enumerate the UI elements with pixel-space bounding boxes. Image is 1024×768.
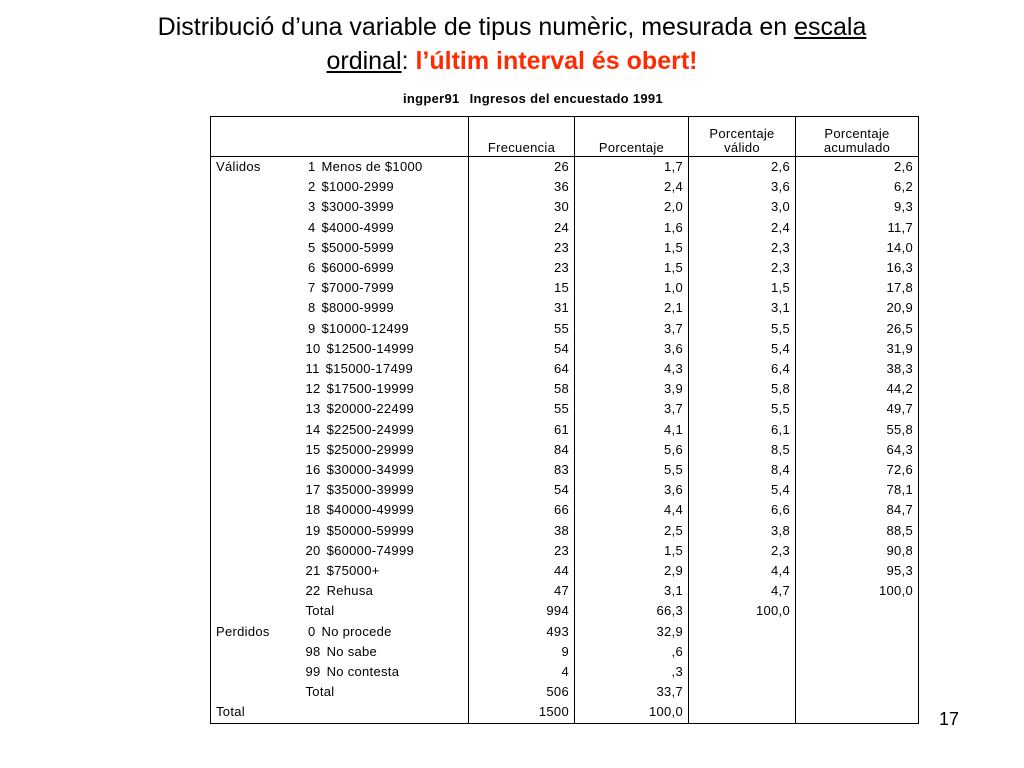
category-label: $40000-49999 — [326, 502, 415, 518]
category-code: 16 — [305, 462, 321, 478]
row-category — [301, 702, 469, 723]
variable-label: Ingresos del encuestado 1991 — [469, 91, 663, 106]
cell-percent: 3,9 — [575, 379, 689, 399]
row-group — [211, 339, 301, 359]
cell-valid-percent: 2,4 — [689, 218, 796, 238]
table-body — [211, 157, 919, 724]
category-label: $35000-39999 — [326, 482, 415, 498]
cell-valid-percent: 5,5 — [689, 319, 796, 339]
row-group — [211, 601, 301, 621]
category-label: $15000-17499 — [325, 361, 414, 377]
cell-cumulative-percent: 95,3 — [796, 561, 919, 581]
cell-frequency: 1500 — [469, 702, 575, 723]
cell-percent: 3,6 — [575, 480, 689, 500]
category-label: $5000-5999 — [321, 239, 394, 255]
category-label: $3000-3999 — [321, 199, 394, 215]
cell-percent: 1,5 — [575, 258, 689, 278]
cell-frequency: 55 — [469, 399, 575, 419]
cell-cumulative-percent: 100,0 — [796, 581, 919, 601]
row-group — [211, 359, 301, 379]
cell-cumulative-percent: 72,6 — [796, 460, 919, 480]
cell-cumulative-percent: 20,9 — [796, 298, 919, 318]
cell-frequency: 36 — [469, 177, 575, 197]
category-label: No sabe — [326, 643, 378, 659]
cell-frequency: 493 — [469, 622, 575, 642]
table-row — [211, 662, 919, 682]
title-emphasis: l’últim interval és obert! — [415, 47, 698, 75]
slide-number: 17 — [939, 709, 960, 729]
cell-percent: 1,7 — [575, 157, 689, 178]
table-row — [211, 601, 919, 621]
row-group — [211, 379, 301, 399]
table-row — [211, 197, 919, 217]
cell-valid-percent: 3,6 — [689, 177, 796, 197]
cell-cumulative-percent: 64,3 — [796, 440, 919, 460]
header-blank — [211, 117, 469, 157]
table-row — [211, 399, 919, 419]
category-code: 15 — [305, 441, 321, 457]
cell-frequency: 506 — [469, 682, 575, 702]
category-code: 6 — [307, 260, 316, 276]
row-category — [301, 480, 469, 500]
table-row — [211, 480, 919, 500]
cell-cumulative-percent — [796, 702, 919, 723]
cell-valid-percent — [689, 642, 796, 662]
row-category — [301, 460, 469, 480]
table-row — [211, 702, 919, 723]
table-caption — [403, 91, 663, 106]
row-group: Perdidos — [216, 623, 270, 639]
cell-valid-percent: 2,6 — [689, 157, 796, 178]
variable-name: ingper91 — [403, 91, 460, 106]
cell-percent: 66,3 — [575, 601, 689, 621]
row-category — [301, 500, 469, 520]
row-category — [301, 581, 469, 601]
cell-percent: 4,4 — [575, 500, 689, 520]
category-code: 17 — [305, 482, 321, 498]
cell-frequency: 23 — [469, 541, 575, 561]
cell-cumulative-percent: 90,8 — [796, 541, 919, 561]
cell-valid-percent: 5,8 — [689, 379, 796, 399]
table-row — [211, 359, 919, 379]
row-category — [301, 157, 469, 178]
row-group — [211, 662, 301, 682]
category-code: 5 — [307, 239, 316, 255]
cell-cumulative-percent — [796, 642, 919, 662]
row-group — [211, 298, 301, 318]
cell-frequency: 24 — [469, 218, 575, 238]
cell-percent: 4,3 — [575, 359, 689, 379]
cell-valid-percent: 5,4 — [689, 480, 796, 500]
category-label: Total — [305, 603, 335, 619]
cell-percent: 1,0 — [575, 278, 689, 298]
cell-valid-percent: 4,4 — [689, 561, 796, 581]
table-row — [211, 278, 919, 298]
table-row — [211, 521, 919, 541]
cell-valid-percent: 8,4 — [689, 460, 796, 480]
table-row — [211, 218, 919, 238]
cell-percent: 33,7 — [575, 682, 689, 702]
cell-percent: 3,7 — [575, 399, 689, 419]
cell-valid-percent: 8,5 — [689, 440, 796, 460]
row-group — [211, 561, 301, 581]
cell-frequency: 4 — [469, 662, 575, 682]
row-category — [301, 258, 469, 278]
frequency-table — [210, 116, 919, 724]
category-label: $10000-12499 — [321, 320, 409, 336]
category-code: 0 — [307, 623, 316, 639]
cell-valid-percent: 6,1 — [689, 420, 796, 440]
cell-valid-percent: 6,6 — [689, 500, 796, 520]
row-category — [301, 359, 469, 379]
cell-cumulative-percent: 84,7 — [796, 500, 919, 520]
cell-cumulative-percent: 26,5 — [796, 319, 919, 339]
cell-frequency: 47 — [469, 581, 575, 601]
cell-cumulative-percent: 17,8 — [796, 278, 919, 298]
category-code: 22 — [305, 583, 321, 599]
row-category — [301, 278, 469, 298]
category-label: $17500-19999 — [326, 381, 415, 397]
cell-frequency: 84 — [469, 440, 575, 460]
title-underlined-word-2: ordinal — [326, 47, 402, 75]
category-code: 18 — [305, 502, 321, 518]
row-group — [211, 500, 301, 520]
row-group — [211, 420, 301, 440]
row-category — [301, 197, 469, 217]
table-row — [211, 238, 919, 258]
cell-cumulative-percent: 88,5 — [796, 521, 919, 541]
cell-valid-percent: 100,0 — [689, 601, 796, 621]
category-label: No procede — [321, 623, 392, 639]
cell-percent: 2,4 — [575, 177, 689, 197]
cell-valid-percent: 2,3 — [689, 258, 796, 278]
table-row — [211, 642, 919, 662]
cell-valid-percent: 6,4 — [689, 359, 796, 379]
row-category — [301, 298, 469, 318]
row-group — [211, 480, 301, 500]
cell-frequency: 58 — [469, 379, 575, 399]
cell-percent: 32,9 — [575, 622, 689, 642]
cell-percent: 2,0 — [575, 197, 689, 217]
cell-percent: 100,0 — [575, 702, 689, 723]
category-code: 21 — [305, 563, 321, 579]
category-code: 11 — [305, 361, 320, 377]
cell-percent: 1,5 — [575, 238, 689, 258]
row-group — [211, 197, 301, 217]
cell-cumulative-percent: 49,7 — [796, 399, 919, 419]
row-category — [301, 622, 469, 642]
row-group — [211, 581, 301, 601]
cell-valid-percent: 3,1 — [689, 298, 796, 318]
table-row — [211, 682, 919, 702]
cell-cumulative-percent: 2,6 — [796, 157, 919, 178]
table-row — [211, 339, 919, 359]
header-valid-percent: Porcentaje válido — [689, 117, 796, 157]
cell-cumulative-percent — [796, 662, 919, 682]
table-row — [211, 258, 919, 278]
category-label: $12500-14999 — [326, 340, 415, 356]
row-category — [301, 521, 469, 541]
category-label: Total — [305, 684, 335, 700]
row-category — [301, 218, 469, 238]
row-category — [301, 238, 469, 258]
cell-cumulative-percent: 31,9 — [796, 339, 919, 359]
category-label: $30000-34999 — [326, 462, 415, 478]
row-category — [301, 319, 469, 339]
cell-valid-percent: 2,3 — [689, 238, 796, 258]
cell-cumulative-percent: 44,2 — [796, 379, 919, 399]
category-label: $6000-6999 — [321, 260, 394, 276]
cell-frequency: 64 — [469, 359, 575, 379]
row-group — [211, 399, 301, 419]
row-group — [211, 460, 301, 480]
row-group — [211, 258, 301, 278]
cell-frequency: 83 — [469, 460, 575, 480]
cell-frequency: 55 — [469, 319, 575, 339]
slide-title — [0, 10, 1024, 78]
category-label: $75000+ — [326, 563, 380, 579]
cell-frequency: 54 — [469, 480, 575, 500]
cell-frequency: 23 — [469, 258, 575, 278]
cell-percent: 5,6 — [575, 440, 689, 460]
category-label: $4000-4999 — [321, 219, 394, 235]
category-code: 3 — [307, 199, 316, 215]
cell-valid-percent: 3,0 — [689, 197, 796, 217]
cell-cumulative-percent: 6,2 — [796, 177, 919, 197]
cell-percent: 3,1 — [575, 581, 689, 601]
row-group: Válidos — [216, 159, 261, 174]
header-frequency: Frecuencia — [469, 117, 575, 157]
category-code: 12 — [305, 381, 321, 397]
category-label: $22500-24999 — [326, 421, 415, 437]
category-code: 7 — [307, 280, 316, 296]
row-group — [211, 238, 301, 258]
cell-valid-percent — [689, 682, 796, 702]
category-code: 2 — [307, 179, 316, 195]
cell-frequency: 15 — [469, 278, 575, 298]
header-percent: Porcentaje — [575, 117, 689, 157]
row-group — [211, 541, 301, 561]
cell-frequency: 31 — [469, 298, 575, 318]
cell-valid-percent — [689, 622, 796, 642]
category-code: 4 — [307, 219, 316, 235]
cell-cumulative-percent: 11,7 — [796, 218, 919, 238]
table-row — [211, 561, 919, 581]
cell-frequency: 23 — [469, 238, 575, 258]
cell-valid-percent — [689, 662, 796, 682]
row-category — [301, 642, 469, 662]
table-row — [211, 460, 919, 480]
table-row — [211, 319, 919, 339]
row-group — [211, 682, 301, 702]
table-row — [211, 177, 919, 197]
category-code: 98 — [305, 643, 321, 659]
cell-percent: 3,6 — [575, 339, 689, 359]
title-colon: : — [401, 47, 416, 75]
row-group — [211, 218, 301, 238]
category-code: 1 — [307, 159, 316, 174]
table-row — [211, 440, 919, 460]
cell-cumulative-percent: 55,8 — [796, 420, 919, 440]
row-category — [301, 177, 469, 197]
category-label: $1000-2999 — [321, 179, 394, 195]
row-group — [211, 642, 301, 662]
row-category — [301, 440, 469, 460]
table-row — [211, 420, 919, 440]
row-category — [301, 601, 469, 621]
category-code: 19 — [305, 522, 321, 538]
row-category — [301, 339, 469, 359]
row-group — [211, 319, 301, 339]
table-row — [211, 500, 919, 520]
cell-cumulative-percent: 14,0 — [796, 238, 919, 258]
category-label: $8000-9999 — [321, 300, 394, 316]
table-row — [211, 622, 919, 642]
category-label: Menos de $1000 — [321, 159, 423, 174]
row-group — [211, 440, 301, 460]
cell-valid-percent — [689, 702, 796, 723]
cell-frequency: 54 — [469, 339, 575, 359]
cell-frequency: 44 — [469, 561, 575, 581]
row-category — [301, 399, 469, 419]
cell-percent: 5,5 — [575, 460, 689, 480]
header-cumulative-percent: Porcentaje acumulado — [796, 117, 919, 157]
table-row — [211, 379, 919, 399]
table-header-row — [211, 117, 919, 157]
row-category — [301, 541, 469, 561]
cell-cumulative-percent: 16,3 — [796, 258, 919, 278]
cell-cumulative-percent — [796, 682, 919, 702]
row-category — [301, 662, 469, 682]
row-group — [211, 521, 301, 541]
category-code: 13 — [305, 401, 321, 417]
category-label: No contesta — [326, 664, 400, 680]
row-category — [301, 682, 469, 702]
cell-valid-percent: 2,3 — [689, 541, 796, 561]
cell-percent: 1,5 — [575, 541, 689, 561]
cell-percent: 4,1 — [575, 420, 689, 440]
category-label: $7000-7999 — [321, 280, 394, 296]
row-group — [211, 177, 301, 197]
row-category — [301, 420, 469, 440]
cell-valid-percent: 4,7 — [689, 581, 796, 601]
cell-cumulative-percent: 9,3 — [796, 197, 919, 217]
category-label: $20000-22499 — [326, 401, 415, 417]
table-row — [211, 157, 919, 178]
table-row — [211, 581, 919, 601]
category-code: 20 — [305, 542, 321, 558]
row-group: Total — [216, 704, 245, 720]
title-underlined-word: escala — [794, 13, 867, 41]
cell-valid-percent: 5,4 — [689, 339, 796, 359]
title-text: Distribució d’una variable de tipus numèric, mesurada en — [157, 13, 795, 41]
cell-frequency: 38 — [469, 521, 575, 541]
cell-frequency: 61 — [469, 420, 575, 440]
cell-valid-percent: 3,8 — [689, 521, 796, 541]
cell-cumulative-percent: 78,1 — [796, 480, 919, 500]
category-code: 14 — [305, 421, 321, 437]
cell-frequency: 994 — [469, 601, 575, 621]
category-label: Rehusa — [326, 583, 374, 599]
cell-cumulative-percent — [796, 622, 919, 642]
cell-cumulative-percent — [796, 601, 919, 621]
cell-percent: 1,6 — [575, 218, 689, 238]
row-category — [301, 561, 469, 581]
cell-percent: 2,1 — [575, 298, 689, 318]
table-row — [211, 298, 919, 318]
cell-frequency: 26 — [469, 157, 575, 178]
category-code: 99 — [305, 664, 321, 680]
category-label: $50000-59999 — [326, 522, 415, 538]
cell-percent: 2,9 — [575, 561, 689, 581]
row-category — [301, 379, 469, 399]
cell-percent: 3,7 — [575, 319, 689, 339]
cell-valid-percent: 5,5 — [689, 399, 796, 419]
cell-cumulative-percent: 38,3 — [796, 359, 919, 379]
row-group — [211, 278, 301, 298]
cell-percent: ,6 — [575, 642, 689, 662]
category-code: 9 — [307, 320, 316, 336]
cell-frequency: 66 — [469, 500, 575, 520]
cell-valid-percent: 1,5 — [689, 278, 796, 298]
cell-frequency: 9 — [469, 642, 575, 662]
cell-percent: 2,5 — [575, 521, 689, 541]
category-label: $60000-74999 — [326, 542, 415, 558]
cell-frequency: 30 — [469, 197, 575, 217]
category-code: 8 — [307, 300, 316, 316]
cell-percent: ,3 — [575, 662, 689, 682]
category-code: 10 — [305, 340, 321, 356]
category-label: $25000-29999 — [326, 441, 415, 457]
table-row — [211, 541, 919, 561]
